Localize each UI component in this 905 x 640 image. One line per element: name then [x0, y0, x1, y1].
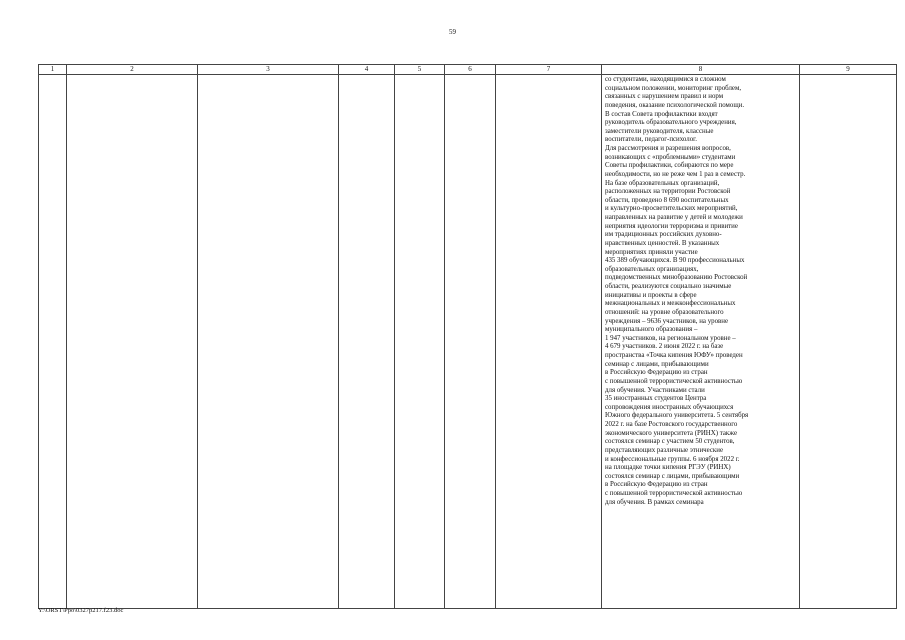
text-line: с повышенной террористической активностью	[605, 490, 743, 497]
column-header-2: 2	[67, 65, 198, 75]
column-header-1: 1	[39, 65, 67, 75]
text-line: им традиционных российских духовно-	[605, 231, 722, 239]
cell-col-2	[67, 75, 198, 609]
cell-col-4	[339, 75, 395, 609]
text-line: семинар с лицами, прибывающими	[605, 360, 709, 368]
column-header-4: 4	[339, 65, 395, 75]
text-line: отношений: на уровне образовательного	[605, 308, 724, 316]
header-row	[39, 65, 897, 75]
column-8-text	[602, 75, 799, 608]
text-line: В состав Совета профилактики входят	[605, 110, 718, 118]
cell-col-8	[602, 75, 800, 609]
column-header-8: 8	[602, 65, 800, 75]
text-line: межнациональных и межконфессиональных	[605, 300, 736, 308]
cell-col-1	[39, 75, 67, 609]
text-line: Советы профилактики, собираются по мере	[605, 162, 734, 170]
text-line: неприятия идеологии терроризма и привитие	[605, 222, 738, 230]
table-row	[39, 75, 897, 609]
text-line: инициативы и проекты в сфере	[605, 291, 697, 299]
text-line: руководитель образовательного учреждения,	[605, 119, 737, 127]
text-line: 435 389 обучающихся. В 90 профессиональных	[605, 257, 745, 265]
text-line: возникающих с «проблемными» студентами	[605, 153, 736, 161]
text-line: направленных на развитие у детей и молодежи	[605, 214, 743, 221]
text-line: с повышенной террористической активностью	[605, 377, 743, 385]
text-line: социальном положении, мониторинг проблем,	[605, 84, 742, 92]
file-path-footer: Y:\ORST\Ppo\0327p217.f23.doc	[38, 607, 124, 614]
column-header-6: 6	[445, 65, 496, 75]
column-header-7: 7	[496, 65, 602, 75]
text-line: расположенных на территории Ростовской	[605, 188, 731, 196]
text-line: необходимости, но не реже чем 1 раз в семестр.	[605, 170, 746, 178]
text-line: в Российскую Федерацию из стран	[605, 369, 708, 377]
text-line: в Российскую Федерацию из стран	[605, 481, 708, 489]
cell-col-6	[445, 75, 496, 609]
text-line: пространства «Точка кипения ЮФУ» проведен	[605, 352, 743, 359]
text-line: состоялся семинар с лицами, прибывающими	[605, 472, 740, 480]
text-line: со студентами, находящимися в сложном	[605, 76, 726, 83]
text-line: муниципального образования –	[605, 326, 698, 334]
text-line: заместители руководителя, классные	[605, 127, 714, 135]
text-line: для обучения. Участниками стали	[605, 386, 705, 394]
text-line: учреждения – 9636 участников, на уровне	[605, 317, 729, 325]
text-line: Южного федерального университета. 5 сентября	[605, 412, 749, 420]
text-line: подведомственных минобразованию Ростовской	[605, 274, 748, 282]
text-line: 1 947 участников, на региональном уровне –	[605, 334, 736, 342]
text-line: экономического университета (РИНХ) также	[605, 429, 738, 437]
text-line: Для рассмотрения и разрешения вопросов,	[605, 145, 731, 152]
text-line: воспитатели, педагог-психолог.	[605, 136, 697, 144]
text-line: области, проведено 8 690 воспитательных	[605, 196, 729, 204]
text-line: 35 иностранных студентов Центра	[605, 395, 707, 403]
text-line: и конфессиональные группы. 6 ноября 2022 г.	[605, 455, 740, 463]
text-line: мероприятиях приняли участие	[605, 248, 698, 256]
cell-col-3	[198, 75, 339, 609]
text-line: 4 679 участников. 2 июня 2022 г. на базе	[605, 343, 724, 351]
text-line: нравственных ценностей. В указанных	[605, 239, 720, 247]
text-line: состоялся семинар с участием 50 студентов,	[605, 438, 735, 446]
text-line: 2022 г. на базе Ростовского государственного	[605, 421, 738, 428]
text-line: связанных с нарушением правил и норм	[605, 93, 724, 101]
report-table	[38, 64, 897, 609]
text-line: для обучения. В рамках семинара	[605, 498, 704, 506]
cell-col-5	[395, 75, 445, 609]
text-line: представляющих различные этнические	[605, 446, 724, 454]
text-line: области, реализуются социально значимые	[605, 283, 732, 290]
text-line: сопровождения иностранных обучающихся	[605, 403, 734, 411]
text-line: образовательных организациях,	[605, 265, 699, 273]
page-number: 59	[449, 28, 456, 36]
column-header-9: 9	[800, 65, 897, 75]
cell-col-7	[496, 75, 602, 609]
text-line: На базе образовательных организаций,	[605, 179, 720, 187]
text-line: и культурно-просветительских мероприятий,	[605, 205, 738, 213]
column-header-5: 5	[395, 65, 445, 75]
text-line: поведения, оказание психологической помощи.	[605, 101, 745, 109]
cell-col-9	[800, 75, 897, 609]
column-header-3: 3	[198, 65, 339, 75]
text-line: на площадке точки кипения РГЭУ (РИНХ)	[605, 464, 731, 472]
